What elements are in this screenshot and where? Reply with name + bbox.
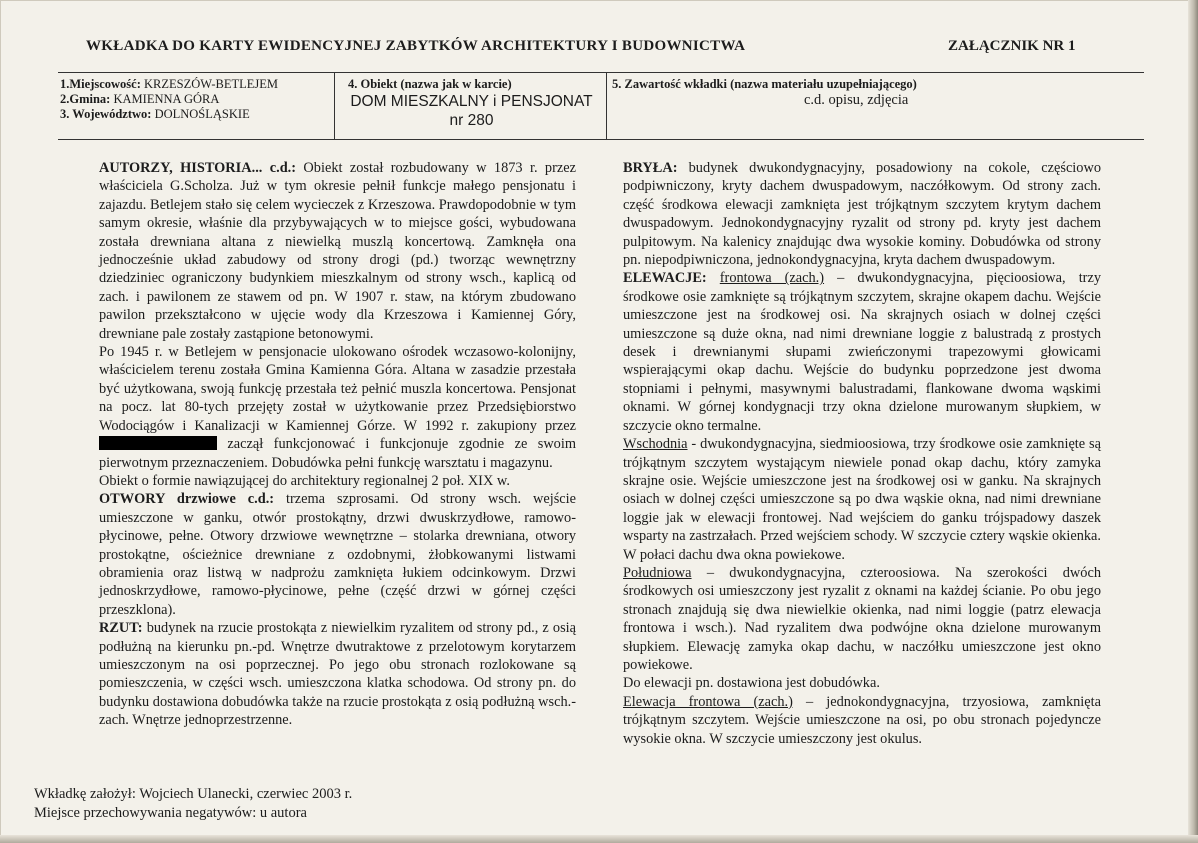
- location-value: KRZESZÓW-BETLEJEM: [144, 77, 279, 91]
- object-name: DOM MIESZKALNY i PENSJONAT: [350, 93, 593, 110]
- content-block: [612, 77, 1142, 109]
- left-column: [99, 159, 576, 730]
- front-elevation-label: frontowa (zach.): [719, 270, 825, 287]
- storage-line: Miejsce przechowywania negatywów: u autora: [34, 805, 307, 821]
- commune-label: 2.Gmina:: [60, 92, 111, 106]
- openings-text: trzema szprosami. Od strony wsch. wejście umieszczone w ganku, otwór prostokątny, drzwi dwuskrzydłowe, ramowo-płycinowe, pełne. Otwory drzwiowe wewnętrzne – stolarka drewniana, otwory prostokątne, ościeżnice drewniane z ozdobnymi, żłobkowanymi listwami obramienia oraz listwą w nadprożu zamknięta łukiem odcinkowym. Drzwi jednoskrzydłowe, ramowo-płycinowe, pełne (część drzwi w górnej części przeszklona).: [99, 491, 576, 618]
- header-bottom-rule: [58, 139, 1144, 140]
- openings-heading: OTWORY drzwiowe c.d.:: [99, 491, 275, 508]
- postwar-text-a: Po 1945 r. w Betlejem w pensjonacie ulokowano ośrodek wczasowo-kolonijny, właścicielem terenu została Gmina Kamienna Góra. Altana w zasadzie przestała być użytkowana, swoją funkcję przestała też pełnić muszla koncertowa. Pensjonat na pocz. lat 80-tych przejęty został w użytkowanie przez Przedsiębiorstwo Wodociągów i Kanalizacji w Kamiennej Górze. W 1992 r. zakupiony przez: [99, 344, 576, 434]
- location-label: 1.Miejscowość:: [60, 77, 141, 91]
- location-block: [60, 77, 332, 122]
- plan-text: budynek na rzucie prostokąta z niewielkim ryzalitem od strony pd., z osią podłużną na kierunku pn.-pd. Wnętrze dwutraktowe z przelotowym korytarzem umieszczonym na osi poprzecznej. Po jego obu stronach rozlokowane są pomieszczenia, w części wsch. umieszczona klatka schodowa. Od strony pn. do budynku dostawiona dobudówka także na rzucie prostokąta z osią podłużną wsch.-zach. Wnętrze jednoprzestrzenne.: [99, 620, 576, 729]
- history-paragraph: [99, 159, 576, 343]
- province-label: 3. Województwo:: [60, 107, 152, 121]
- header-top-rule: [58, 72, 1144, 73]
- east-elevation-paragraph: [623, 435, 1101, 564]
- paper-edge-bottom: [0, 835, 1198, 843]
- history-heading: AUTORZY, HISTORIA... c.d.:: [99, 160, 297, 176]
- front-elevation-paragraph: [623, 269, 1101, 435]
- elevations-heading: ELEWACJE:: [623, 270, 707, 287]
- header-divider-2: [606, 73, 607, 139]
- postwar-paragraph: [99, 343, 576, 472]
- object-block: [348, 77, 604, 130]
- annex-label: ZAŁĄCZNIK NR 1: [948, 38, 1076, 54]
- paper-edge-right: [1188, 0, 1198, 843]
- massing-heading: BRYŁA:: [623, 160, 678, 176]
- massing-text: budynek dwukondygnacyjny, posadowiony na cokole, częściowo podpiwniczony, kryty dachem dwuspadowym, naczółkowym. Od strony zach. część środkowa elewacji zamknięta jest trójkątnym szczytem krytym dachem dwuspadowym. Jednokondygnacyjny ryzalit od strony pd. kryty jest dachem pulpitowym. Na kalenicy znajdując dwa wysokie kominy. Dobudówka od strony pn. niepodpiwniczona, jednokondygnacyjna, kryta dachem dwuspadowym.: [623, 160, 1101, 269]
- annex-front-elevation-paragraph: [623, 693, 1101, 748]
- massing-paragraph: [623, 159, 1101, 269]
- annex-front-elevation-text: – jednokondygnacyjna, trzyosiowa, zamknięta trójkątnym szczytem. Wejście umieszczone na osi, po obu stronach pojedyncze wysokie okna. W szczycie umieszczony jest okulus.: [623, 693, 1102, 747]
- content-label: 5. Zawartość wkładki (nazwa materiału uzupełniającego): [612, 77, 917, 91]
- right-column: [623, 159, 1101, 748]
- object-number: nr 280: [449, 112, 494, 129]
- front-elevation-text: – dwukondygnacyjna, pięcioosiowa, trzy środkowe osie zamknięte są trójkątnym szczytem, skrajne okapem dachu. Wejście umieszczone jest na środkowej osi. Na skrajnych osiach w dolnej części umieszczone są duże okna, nad nimi drewniane loggie z balustradą z prostych desek i drewnianymi słupami zwieńczonymi trapezowymi głowicami wspierającymi okap dachu. Wejście do budynku poprzedzone jest dwoma stopniami i pełnymi, masywnymi balustradami, flankowane dwoma wąskimi oknami. W górnej kondygnacji trzy okna dzielone murowanym słupkiem, w szczycie okno termalne.: [623, 270, 1101, 434]
- north-elevation-paragraph: Do elewacji pn. dostawiona jest dobudówka.: [623, 675, 880, 692]
- header-divider-1: [334, 73, 335, 139]
- province-row: [60, 107, 332, 122]
- form-paragraph: Obiekt o formie nawiązującej do architektury regionalnej 2 poł. XIX w.: [99, 472, 510, 489]
- location-row: [60, 77, 332, 92]
- content-value: c.d. opisu, zdjęcia: [804, 92, 909, 108]
- east-elevation-text: - dwukondygnacyjna, siedmioosiowa, trzy środkowe osie zamknięte są trójkątnym szczytem wystającym niewiele ponad okap dachu, który zamyka skrajne osie. Wejście umieszczone jest na środkowej osi w ganku. Na skrajnych osiach w dolnej części umieszczone są po dwa wąskie okna, nad nimi drewniane loggie jak w elewacji frontowej. Nad wejściem do ganku trójspadowy daszek wsparty na zastrzałach. Przed wejściem schody. W szczycie cztery wąskie okienka. W połaci dachu dwa okna powiekowe.: [623, 436, 1101, 563]
- postwar-text-b: zaczął funkcjonować i funkcjonuje zgodnie ze swoim pierwotnym przeznaczeniem. Dobudówka pełni funkcję warsztatu i magazynu.: [99, 436, 576, 471]
- history-text: Obiekt został rozbudowany w 1873 r. przez właściciela G.Scholza. Już w tym okresie pełnił funkcje małego pensjonatu i zajazdu. Betlejem stało się celem wycieczek z Krzeszowa. Prawdopodobnie w tym samym okresie, właśnie dla przybywających w to miejsce gości, wybudowana została drewniana altana z niewielką muszlą koncertową. Zamknęła ona jednocześnie układ zabudowy od strony drogi (pd.) tworząc wewnętrzny dziedziniec ograniczony budynkiem mieszkalnym od strony wsch., kaplicą od zach. i pawilonem ze stawem od pn. W 1907 r. staw, na którym zbudowano pawilon przekształcono w ujęcie wody dla Krzeszowa i Kamiennej Góry, drewniane pale zostały zastąpione betonowymi.: [99, 160, 576, 342]
- annex-front-elevation-label: Elewacja frontowa (zach.): [623, 693, 793, 710]
- object-label: 4. Obiekt (nazwa jak w karcie): [348, 77, 512, 91]
- commune-row: [60, 92, 332, 107]
- document-title: WKŁADKA DO KARTY EWIDENCYJNEJ ZABYTKÓW ARCHITEKTURY I BUDOWNICTWA: [86, 38, 746, 54]
- south-elevation-text: – dwukondygnacyjna, czteroosiowa. Na szerokości dwóch środkowych osi umieszczony jest ryzalit z oknami na każdej ścianie. Po obu jego stronach znajdują się dwa niewielkie okienka, nad nimi loggie (patrz elewacja frontowa i wsch.). Nad ryzalitem dwa podwójne okna dzielone murowanym słupkiem. Elewację zamyka okap dachu, w naczółku umieszczone jest okno powiekowe.: [623, 564, 1101, 673]
- openings-paragraph: [99, 490, 576, 619]
- author-line: Wkładkę założył: Wojciech Ulanecki, czerwiec 2003 r.: [34, 786, 353, 802]
- commune-value: KAMIENNA GÓRA: [113, 92, 220, 106]
- south-elevation-label: Południowa: [623, 564, 692, 581]
- south-elevation-paragraph: [623, 564, 1101, 674]
- east-elevation-label: Wschodnia: [623, 436, 688, 453]
- redaction-bar: [99, 436, 217, 450]
- plan-heading: RZUT:: [99, 620, 143, 637]
- province-value: DOLNOŚLĄSKIE: [154, 107, 250, 121]
- plan-paragraph: [99, 619, 576, 729]
